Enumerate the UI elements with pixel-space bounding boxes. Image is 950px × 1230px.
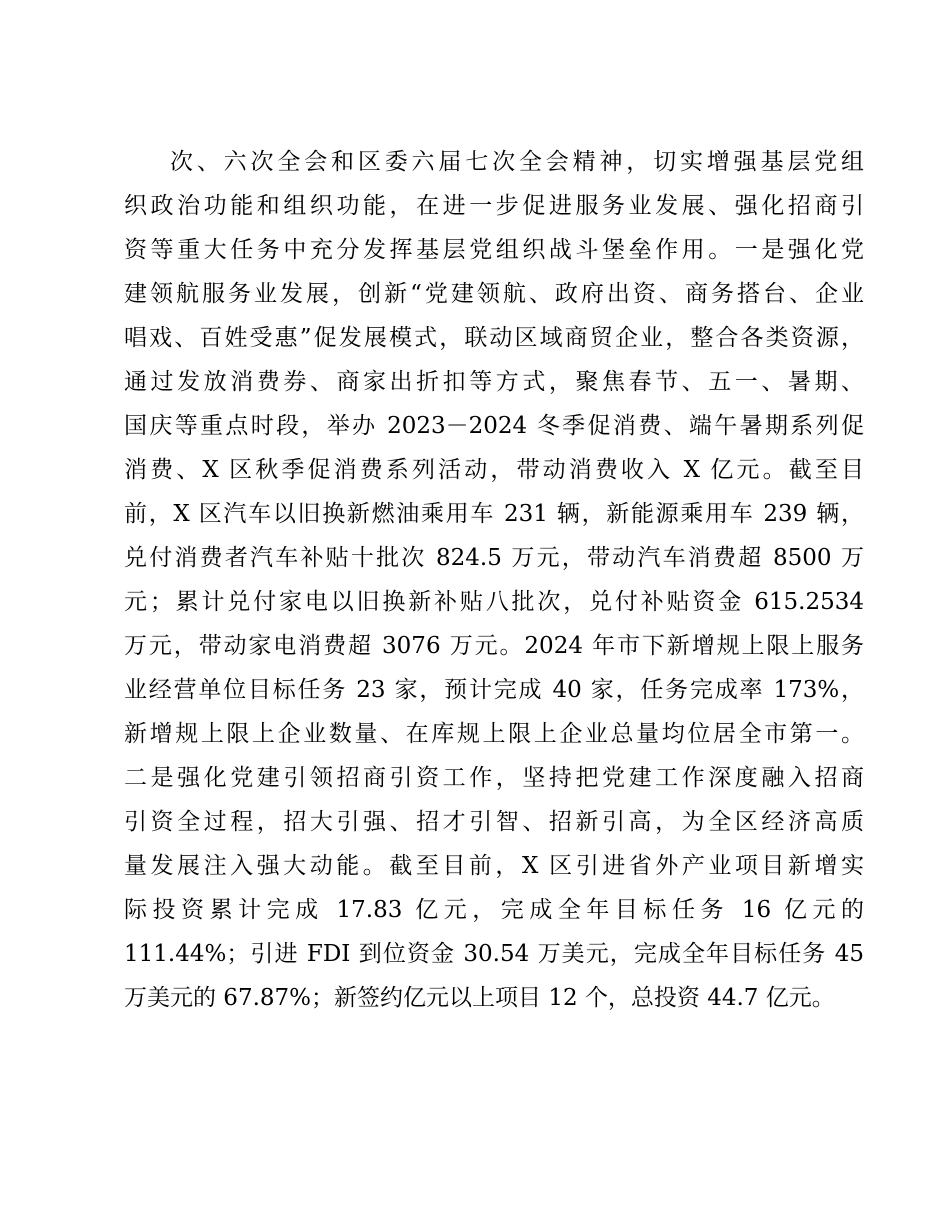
text-line: 国庆等重点时段，举办 2023－2024 冬季促消费、端午暑期系列促 bbox=[124, 413, 864, 439]
text-line: 消费、X 区秋季促消费系列活动，带动消费收入 X 亿元。截至目 bbox=[124, 457, 864, 483]
text-line: 新增规上限上企业数量、在库规上限上企业总量均位居全市第一。 bbox=[124, 721, 864, 747]
text-line: 量发展注入强大动能。截至目前，X 区引进省外产业项目新增实 bbox=[124, 853, 864, 879]
body-paragraph bbox=[124, 140, 864, 1020]
text-line: 建领航服务业发展，创新“党建领航、政府出资、商务搭台、企业 bbox=[124, 281, 864, 307]
text-line: 次、六次全会和区委六届七次全会精神，切实增强基层党组 bbox=[170, 149, 864, 175]
text-line: 引资全过程，招大引强、招才引智、招新引高，为全区经济高质 bbox=[124, 809, 864, 835]
text-line: 唱戏、百姓受惠”促发展模式，联动区域商贸企业，整合各类资源， bbox=[124, 325, 864, 351]
text-line: 资等重大任务中充分发挥基层党组织战斗堡垒作用。一是强化党 bbox=[124, 237, 864, 263]
text-line: 通过发放消费券、商家出折扣等方式，聚焦春节、五一、暑期、 bbox=[124, 369, 864, 395]
text-line: 际投资累计完成 17.83 亿元，完成全年目标任务 16 亿元的 bbox=[124, 897, 864, 923]
text-line: 业经营单位目标任务 23 家，预计完成 40 家，任务完成率 173%， bbox=[124, 677, 864, 703]
text-line: 二是强化党建引领招商引资工作，坚持把党建工作深度融入招商 bbox=[124, 765, 864, 791]
text-line: 元；累计兑付家电以旧换新补贴八批次，兑付补贴资金 615.2534 bbox=[124, 589, 864, 615]
text-line: 织政治功能和组织功能，在进一步促进服务业发展、强化招商引 bbox=[124, 193, 864, 219]
text-line: 万美元的 67.87%；新签约亿元以上项目 12 个，总投资 44.7 亿元。 bbox=[124, 985, 835, 1011]
text-line: 万元，带动家电消费超 3076 万元。2024 年市下新增规上限上服务 bbox=[124, 633, 864, 659]
text-line: 兑付消费者汽车补贴十批次 824.5 万元，带动汽车消费超 8500 万 bbox=[124, 545, 864, 571]
text-line: 前，X 区汽车以旧换新燃油乘用车 231 辆，新能源乘用车 239 辆， bbox=[124, 501, 864, 527]
text-line: 111.44%；引进 FDI 到位资金 30.54 万美元，完成全年目标任务 45 bbox=[124, 941, 864, 967]
